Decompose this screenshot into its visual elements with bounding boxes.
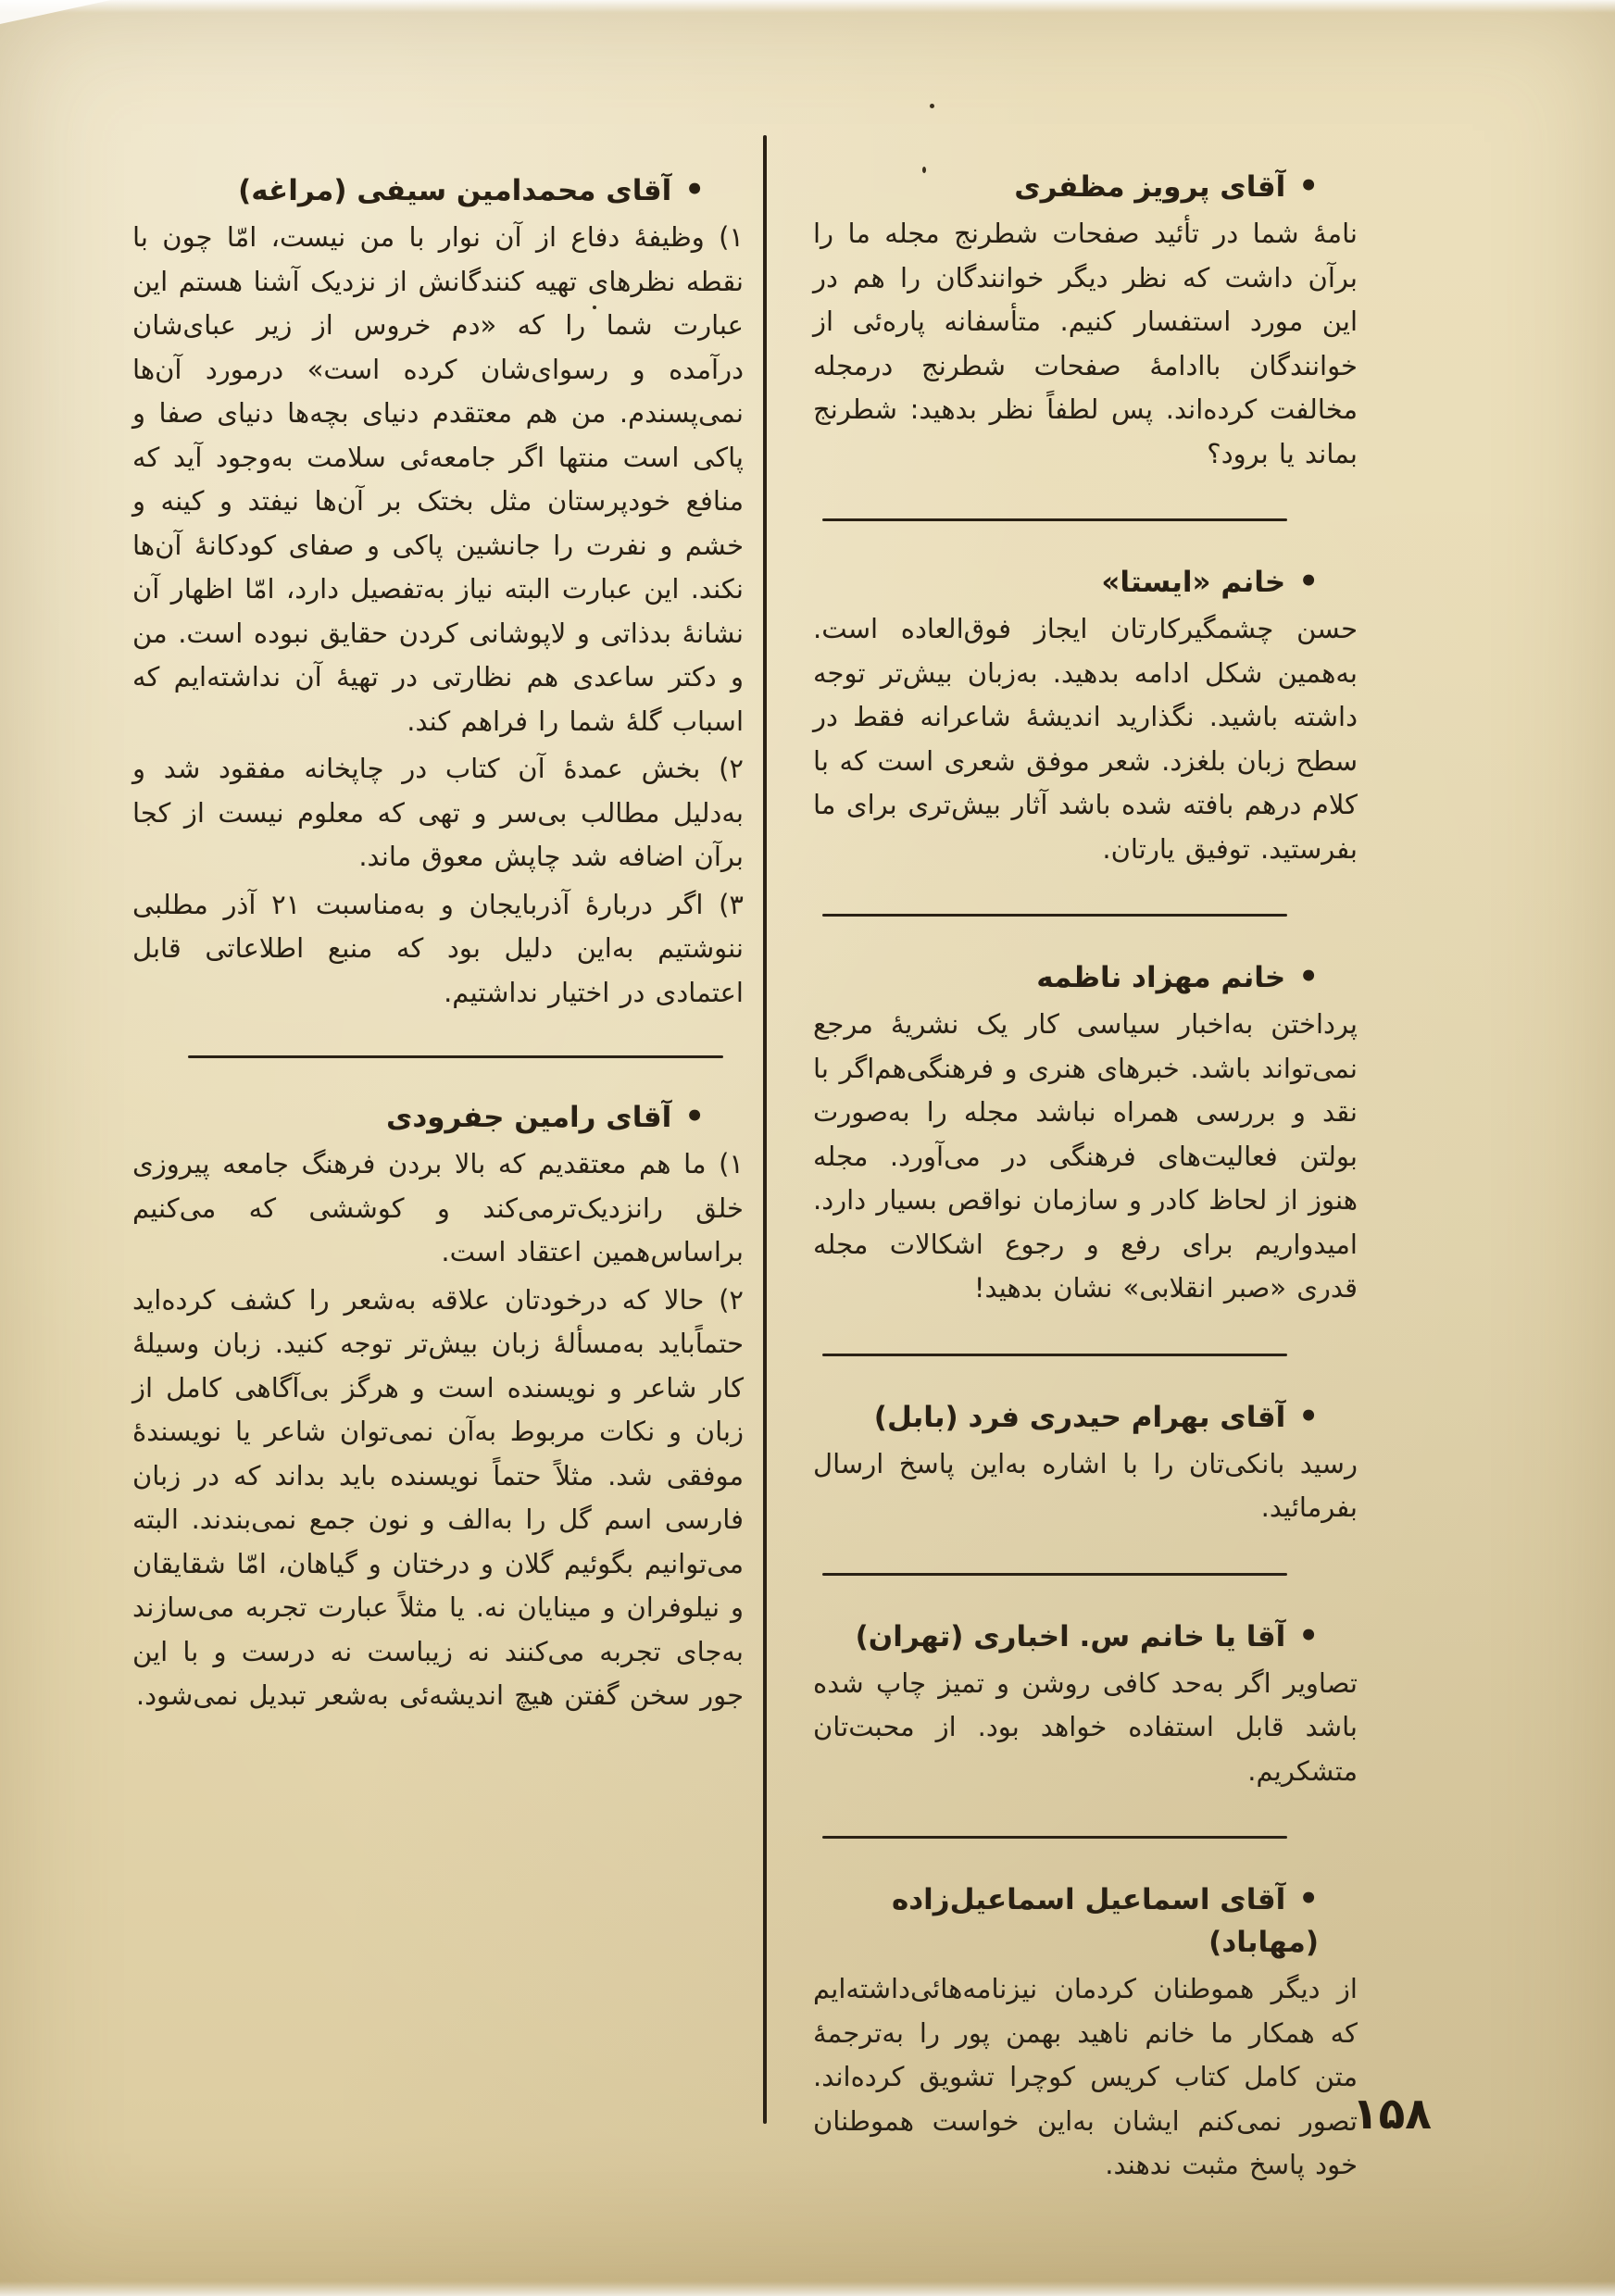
letter-recipient: آقای پرویز مظفری [1014,170,1286,204]
letter-heading [813,165,1358,208]
section-divider-rule [822,1354,1287,1356]
letter-heading [813,1395,1358,1439]
letter-heading [813,1878,1358,1964]
letter-heading [132,168,744,212]
section-divider-rule [822,1573,1287,1576]
letter-heading [132,1095,744,1139]
letter-body: از دیگر هموطنان کردمان نیزنامه‌هائی‌داشته‌ایم که همکار ما خانم ناهید بهمن پور را به‌ترجمهٔ متن کامل کتاب کریس کوچرا تشویق کرده‌اند. تصور نمی‌کنم ایشان به‌این خواست هموطنان خود پاسخ مثبت ندهند. [813,1973,1358,2180]
letter-body-item-1: ۱) ما هم معتقدیم که بالا بردن فرهنگ جامعه پیروزی خلق رانزدیک‌ترمی‌کند و کوششی که می‌کنیم براساس‌همین اعتقاد است. [132,1148,744,1267]
letter-section-mozaffari [813,165,1358,476]
letter-section-nazemeh [813,955,1358,1311]
right-column [813,165,1358,2188]
bullet-icon [671,1101,705,1134]
bullet-icon [1285,170,1319,204]
letter-body-item-2: ۲) بخش عمدهٔ آن کتاب در چاپخانه مفقود شد و به‌دلیل مطالب بی‌سر و تهی که معلوم نیست از کجا برآن اضافه شد چاپش معوق ماند. [132,753,744,872]
letter-body: پرداختن به‌اخبار سیاسی کار یک نشریهٔ مرجع نمی‌تواند باشد. خبرهای هنری و فرهنگی‌هم‌اگر با نقد و بررسی همراه نباشد مجله را به‌صورت بولتن فعالیت‌های فرهنگی در می‌آورد. مجله هنوز از لحاظ کادر و سازمان نواقص بسیار دارد. امیدواریم برای رفع و رجوع اشکالات مجله قدری «صبر انقلابی» نشان بدهید! [813,1008,1358,1304]
bullet-icon [1285,566,1319,599]
letter-heading [813,1615,1358,1658]
letter-recipient: آقای رامین جفرودی [385,1101,672,1134]
letter-body: نامهٔ شما در تأئید صفحات شطرنج مجله ما را برآن داشت که نظر دیگر خوانندگان را هم در این مورد استفسار کنیم. متأسفانه پاره‌ئی از خوانندگان باادامهٔ صفحات شطرنج درمجله مخالفت کرده‌اند. پس لطفاً نظر بدهید: شطرنج بماند یا برود؟ [813,218,1358,469]
scan-corner-highlight [0,0,111,24]
scan-speck [930,104,934,108]
left-column [132,168,744,1718]
letter-body-item-2: ۲) حالا که درخودتان علاقه به‌شعر را کشف کرده‌اید حتماًباید به‌مسألهٔ زبان بیش‌تر توجه کنید. زبان وسیلهٔ کار شاعر و نویسنده است و هرگز بی‌آگاهی کامل از زبان و نکات مربوط به‌آن نمی‌توان شاعر یا نویسندهٔ موفقی شد. مثلاً حتماً نویسنده باید بداند که در زبان فارسی اسم گل را به‌الف و نون جمع نمی‌بندند. البته می‌توانیم بگوئیم گلان و درختان و گیاهان، امّا شقایقان و نیلوفران و مینایان نه. یا مثلاً عبارت تجربه می‌سازند به‌جای تجربه می‌کنند نه زیباست نه درست و با این جور سخن گفتن هیچ اندیشه‌ئی به‌شعر تبدیل نمی‌شود. [132,1283,744,1711]
letter-recipient: خانم «ایستا» [1101,566,1286,599]
letter-body: رسید بانکی‌تان را با اشاره به‌این پاسخ ارسال بفرمائید. [813,1447,1358,1523]
letter-section-ista [813,560,1358,871]
letter-section-esmailzadeh [813,1878,1358,2188]
letter-body-item-1: ۱) وظیفهٔ دفاع از آن نوار با من نیست، امّا چون با نقطه نظرهای تهیه کنندگانش از نزدیک آشنا هستم این عبارت شما را که «دم خروس از زیر عبای‌شان درآمده و رسوای‌شان کرده است» درمورد آن‌ها نمی‌پسندم. من هم معتقدم دنیای بچه‌ها دنیای صفا و پاکی است منتها اگر جامعه‌ئی سلامت به‌وجود آید که منافع خودپرستان مثل بختک بر آن‌ها نیفتد و کینه و خشم و نفرت را جانشین پاکی و صفای کودکانهٔ آن‌ها نکند. این عبارت البته نیاز به‌تفصیل دارد، امّا اظهار آن نشانهٔ بدذاتی و لاپوشانی کردن حقایق نبوده است. من و دکتر ساعدی هم نظارتی در تهیهٔ آن نداشته‌ایم که اسباب گلهٔ شما را فراهم کند. [132,221,744,737]
bullet-icon [1285,1401,1319,1434]
letter-body: حسن چشمگیرکارتان ایجاز فوق‌العاده است. به‌همین شکل ادامه بدهید. به‌زبان بیش‌تر توجه داشته باشید. نگذارید اندیشهٔ شاعرانه فقط در سطح زبان بلغزد. شعر موفق شعری است که با کلام درهم بافته شده باشد آثار بیش‌تری برای ما بفرستید. توفیق یارتان. [813,613,1358,865]
bullet-icon [1285,961,1319,994]
letter-section-jafroudi [132,1095,744,1718]
bullet-icon [1285,1883,1319,1916]
section-divider-rule [188,1055,723,1058]
letter-heading [813,560,1358,604]
letter-body: تصاویر اگر به‌حد کافی روشن و تمیز چاپ شده باشد قابل استفاده خواهد بود. از محبت‌تان متشکریم. [813,1666,1358,1787]
letter-recipient: آقای بهرام حیدری فرد (بابل) [873,1400,1286,1434]
section-divider-rule [822,518,1287,521]
letter-recipient: آقا یا خانم س. اخباری (تهران) [855,1619,1286,1653]
letter-section-akhbari [813,1615,1358,1794]
bullet-icon [671,174,705,207]
letter-heading [813,955,1358,999]
letter-recipient: خانم مهزاد ناظمه [1036,961,1286,994]
letter-recipient: آقای اسماعیل اسماعیل‌زاده (مهاباد) [891,1883,1319,1959]
letter-recipient: آقای محمدامین سیفی (مراغه) [238,174,672,207]
page-number: ۱۵۸ [1351,2089,1432,2140]
letter-section-seyfi [132,168,744,1015]
letter-body-item-3: ۳) اگر دربارهٔ آذربایجان و به‌مناسبت ۲۱ آذر مطلبی ننوشتیم به‌این دلیل بود که منبع اطلاعاتی قابل اعتمادی در اختیار نداشتیم. [132,888,744,1008]
section-divider-rule [822,1836,1287,1839]
bullet-icon [1285,1620,1319,1653]
letter-section-heydarifard [813,1395,1358,1530]
column-divider-rule [763,135,767,2124]
section-divider-rule [822,914,1287,917]
